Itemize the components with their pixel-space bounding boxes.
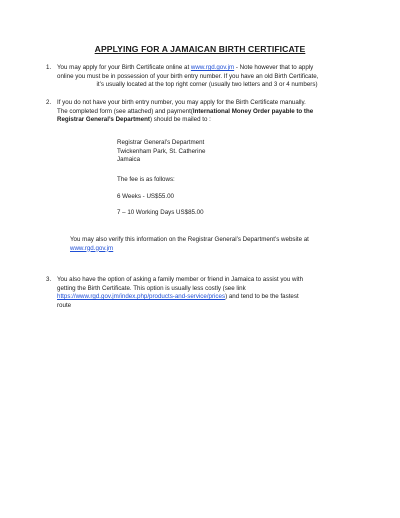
item3-line2: getting the Birth Certificate. This option is usually less costly (see link [57, 284, 246, 292]
list-number: 3. [46, 276, 52, 283]
verify-text: You may also verify this information on the Registrar General’s Department’s website at [70, 236, 309, 243]
rgd-prices-link[interactable]: https://www.rgd.gov.jm/index.php/products-and-service/prices [57, 293, 226, 301]
address-line: Registrar General’s Department [117, 139, 205, 146]
list-number: 2. [46, 99, 52, 106]
item2-line1: If you do not have your birth entry number, you may apply for the Birth Certificate manually. [57, 99, 306, 106]
fee-line-7-10-days: 7 – 10 Working Days US$85.00 [117, 209, 204, 216]
item2-line3: Registrar General’s Department) should be mailed to : [57, 116, 211, 124]
fee-heading: The fee is as follows: [117, 176, 175, 183]
list-item-3 [46, 276, 357, 310]
rgd-website-link[interactable]: www.rgd.gov.jm [70, 244, 114, 252]
rgd-website-link[interactable]: www.rgd.gov.jm [190, 64, 235, 71]
list-item-2 [46, 99, 357, 125]
item1-line1: You may apply for your Birth Certificate online at www.rgd.gov.jm - Note however that to apply [57, 64, 314, 71]
verify-info [70, 236, 309, 253]
page-title: APPLYING FOR A JAMAICAN BIRTH CERTIFICATE [94, 44, 306, 54]
mailing-address [117, 139, 205, 165]
list-number: 1. [46, 64, 52, 71]
list-item-1 [46, 64, 357, 90]
item3-line1: You also have the option of asking a family member or friend in Jamaica to assist you with [57, 276, 304, 283]
item2-line2: The completed form (see attached) and payment(International Money Order payable to the [57, 107, 314, 115]
item3-line4: route [57, 301, 72, 309]
fee-line-6-weeks: 6 Weeks - US$55.00 [117, 193, 174, 200]
item1-line3: it’s usually located at the top right corner (usually two letters and 3 or 4 numbers) [96, 81, 318, 89]
address-line: Jamaica [117, 156, 141, 164]
item1-line2: online you must be in possession of your birth entry number. If you have an old Birth Certificate, [57, 72, 319, 80]
address-line: Twickenham Park, St. Catherine [117, 147, 206, 155]
item3-line3: https://www.rgd.gov.jm/index.php/products-and-service/prices) and tend to be the fastest [57, 293, 299, 301]
